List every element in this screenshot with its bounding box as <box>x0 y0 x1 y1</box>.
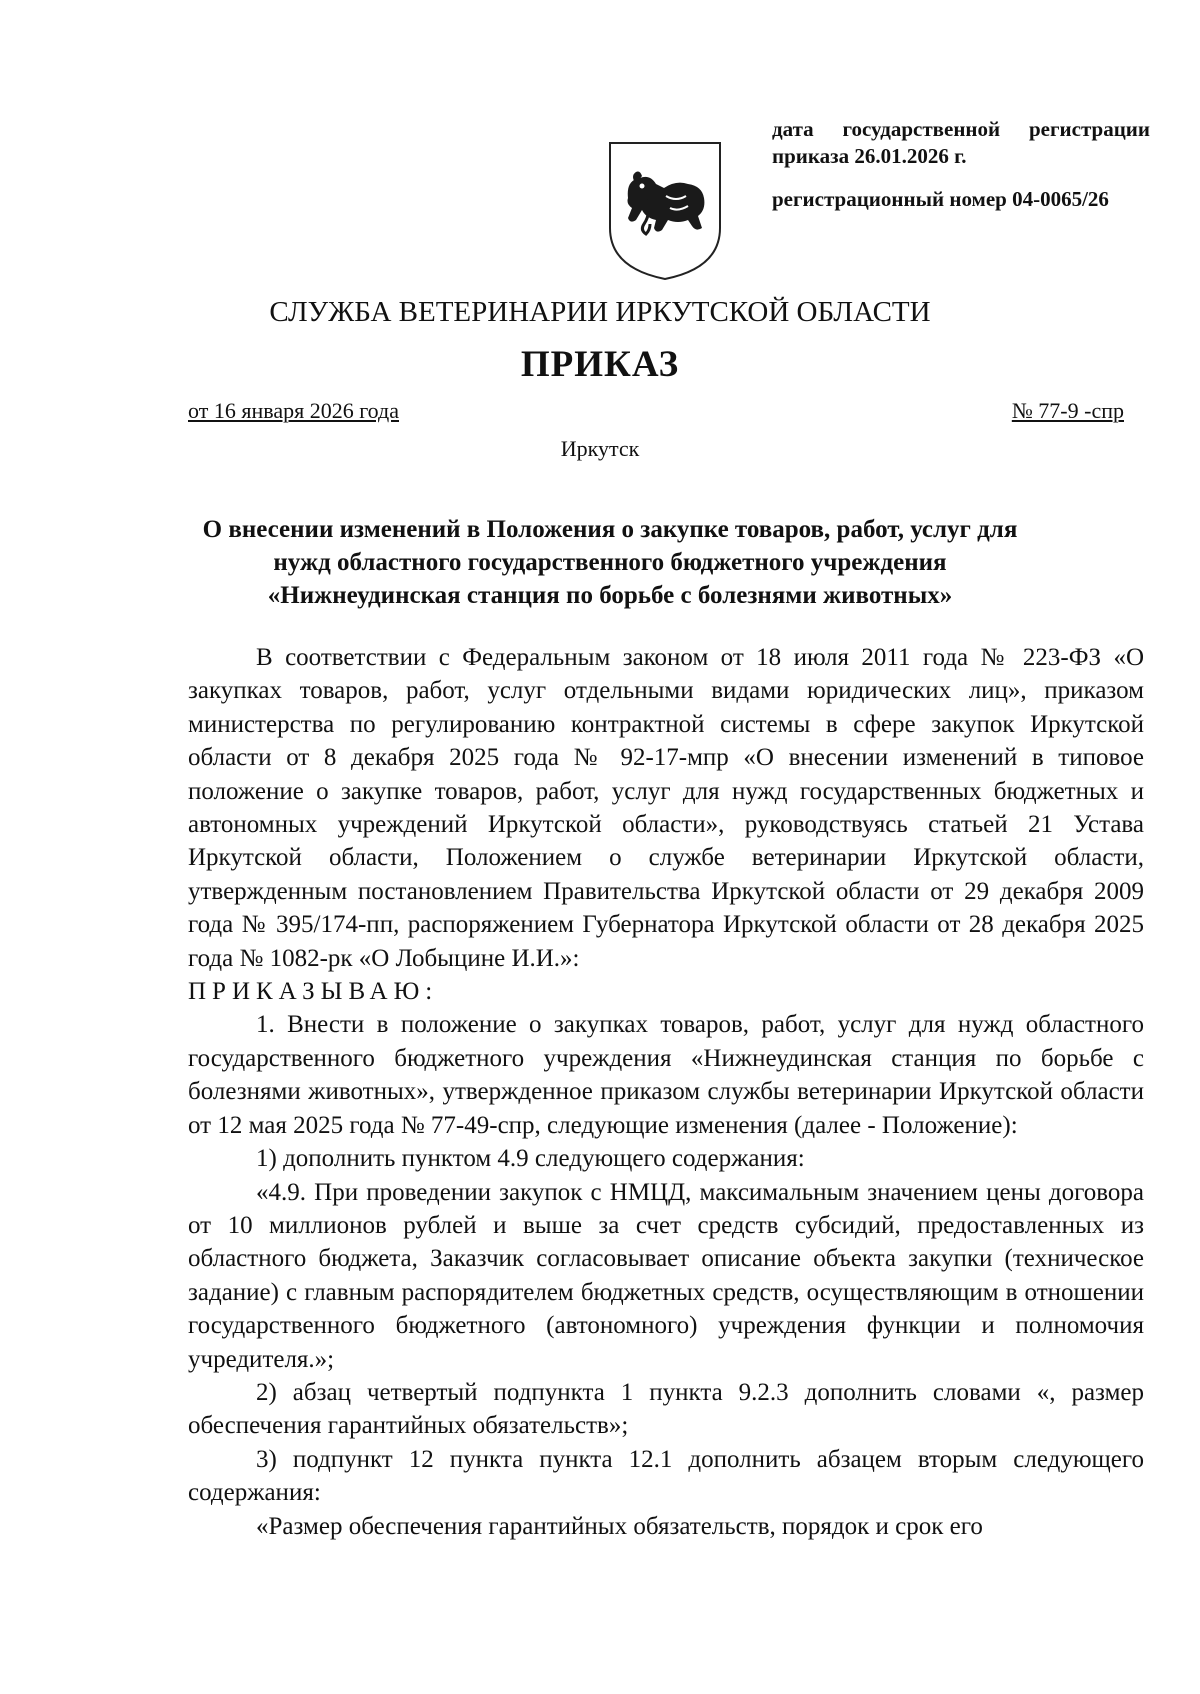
order-city: Иркутск <box>560 436 640 461</box>
order-word: ПРИКАЗЫВАЮ: <box>188 978 439 1006</box>
subitem-1-paragraph: 1) дополнить пунктом 4.9 следующего содержания: <box>256 1145 805 1173</box>
subitem-1-text: «4.9. При проведении закупок с НМЦД, максимальным значением цены договора от 10 миллионов рублей и выше за счет средств субсидий, предоставленных из областного бюджета, Заказчик согласовывает описание объекта закупки (техническое задание) с главным распорядителем бюджетных средств, осуществляющим в отношении государственного бюджетного (автономного) учреждения функции и полномочия учредителя.»; <box>188 1178 1144 1373</box>
subitem-3-paragraph: 3) подпункт 12 пункта пункта 12.1 дополнить абзацем вторым следующего содержания: <box>188 1445 1144 1507</box>
order-number: № 77-9 -спр <box>1011 398 1124 423</box>
registration-line-2: приказа 26.01.2026 г. <box>772 144 967 168</box>
organization-name: СЛУЖБА ВЕТЕРИНАРИИ ИРКУТСКОЙ ОБЛАСТИ <box>269 296 931 328</box>
subject-line-1: О внесении изменений в Положения о закупке товаров, работ, услуг для <box>202 516 1018 543</box>
registration-number: регистрационный номер 04-0065/26 <box>772 187 1109 211</box>
document-type: ПРИКАЗ <box>520 344 680 385</box>
irkutsk-coat-of-arms-icon <box>606 140 724 282</box>
order-date: от 16 января 2026 года <box>188 398 399 423</box>
subitem-3-text: «Размер обеспечения гарантийных обязательств, порядок и срок его <box>256 1512 983 1540</box>
subject-line-2: нужд областного государственного бюджетного учреждения <box>273 549 947 576</box>
registration-line-1: дата государственной регистрации <box>772 117 1150 141</box>
subitem-2-paragraph: 2) абзац четвертый подпункта 1 пункта 9.2.3 дополнить словами «, размер обеспечения гарантийных обязательств»; <box>188 1378 1144 1440</box>
subject-line-3: «Нижнеудинская станция по борьбе с болезнями животных» <box>267 582 953 609</box>
preamble-paragraph: В соответствии с Федеральным законом от 18 июля 2011 года № 223-ФЗ «О закупках товаров, работ, услуг отдельными видами юридических лиц», приказом министерства по регулированию контрактной системы в сфере закупок Иркутской области от 8 декабря 2025 года № 92-17-мпр «О внесении изменений в типовое положение о закупке товаров, работ, услуг для нужд государственных бюджетных и автономных учреждений Иркутской области», руководствуясь статьей 21 Устава Иркутской области, Положением о службе ветеринарии Иркутской области, утвержденным постановлением Правительства Иркутской области от 29 декабря 2009 года № 395/174-пп, распоряжением Губернатора Иркутской области от 28 декабря 2025 года № 1082-рк «О Лобыцине И.И.»: <box>188 644 1144 972</box>
registration-stamp <box>772 116 1150 213</box>
item-1-paragraph: 1. Внести в положение о закупках товаров, работ, услуг для нужд областного государственного бюджетного учреждения «Нижнеудинская станция по борьбе с болезнями животных», утвержденное приказом службы ветеринарии Иркутской области от 12 мая 2025 года № 77-49-спр, следующие изменения (далее - Положение): <box>188 1011 1144 1139</box>
order-subject <box>150 513 1070 612</box>
order-body <box>188 641 1144 1543</box>
